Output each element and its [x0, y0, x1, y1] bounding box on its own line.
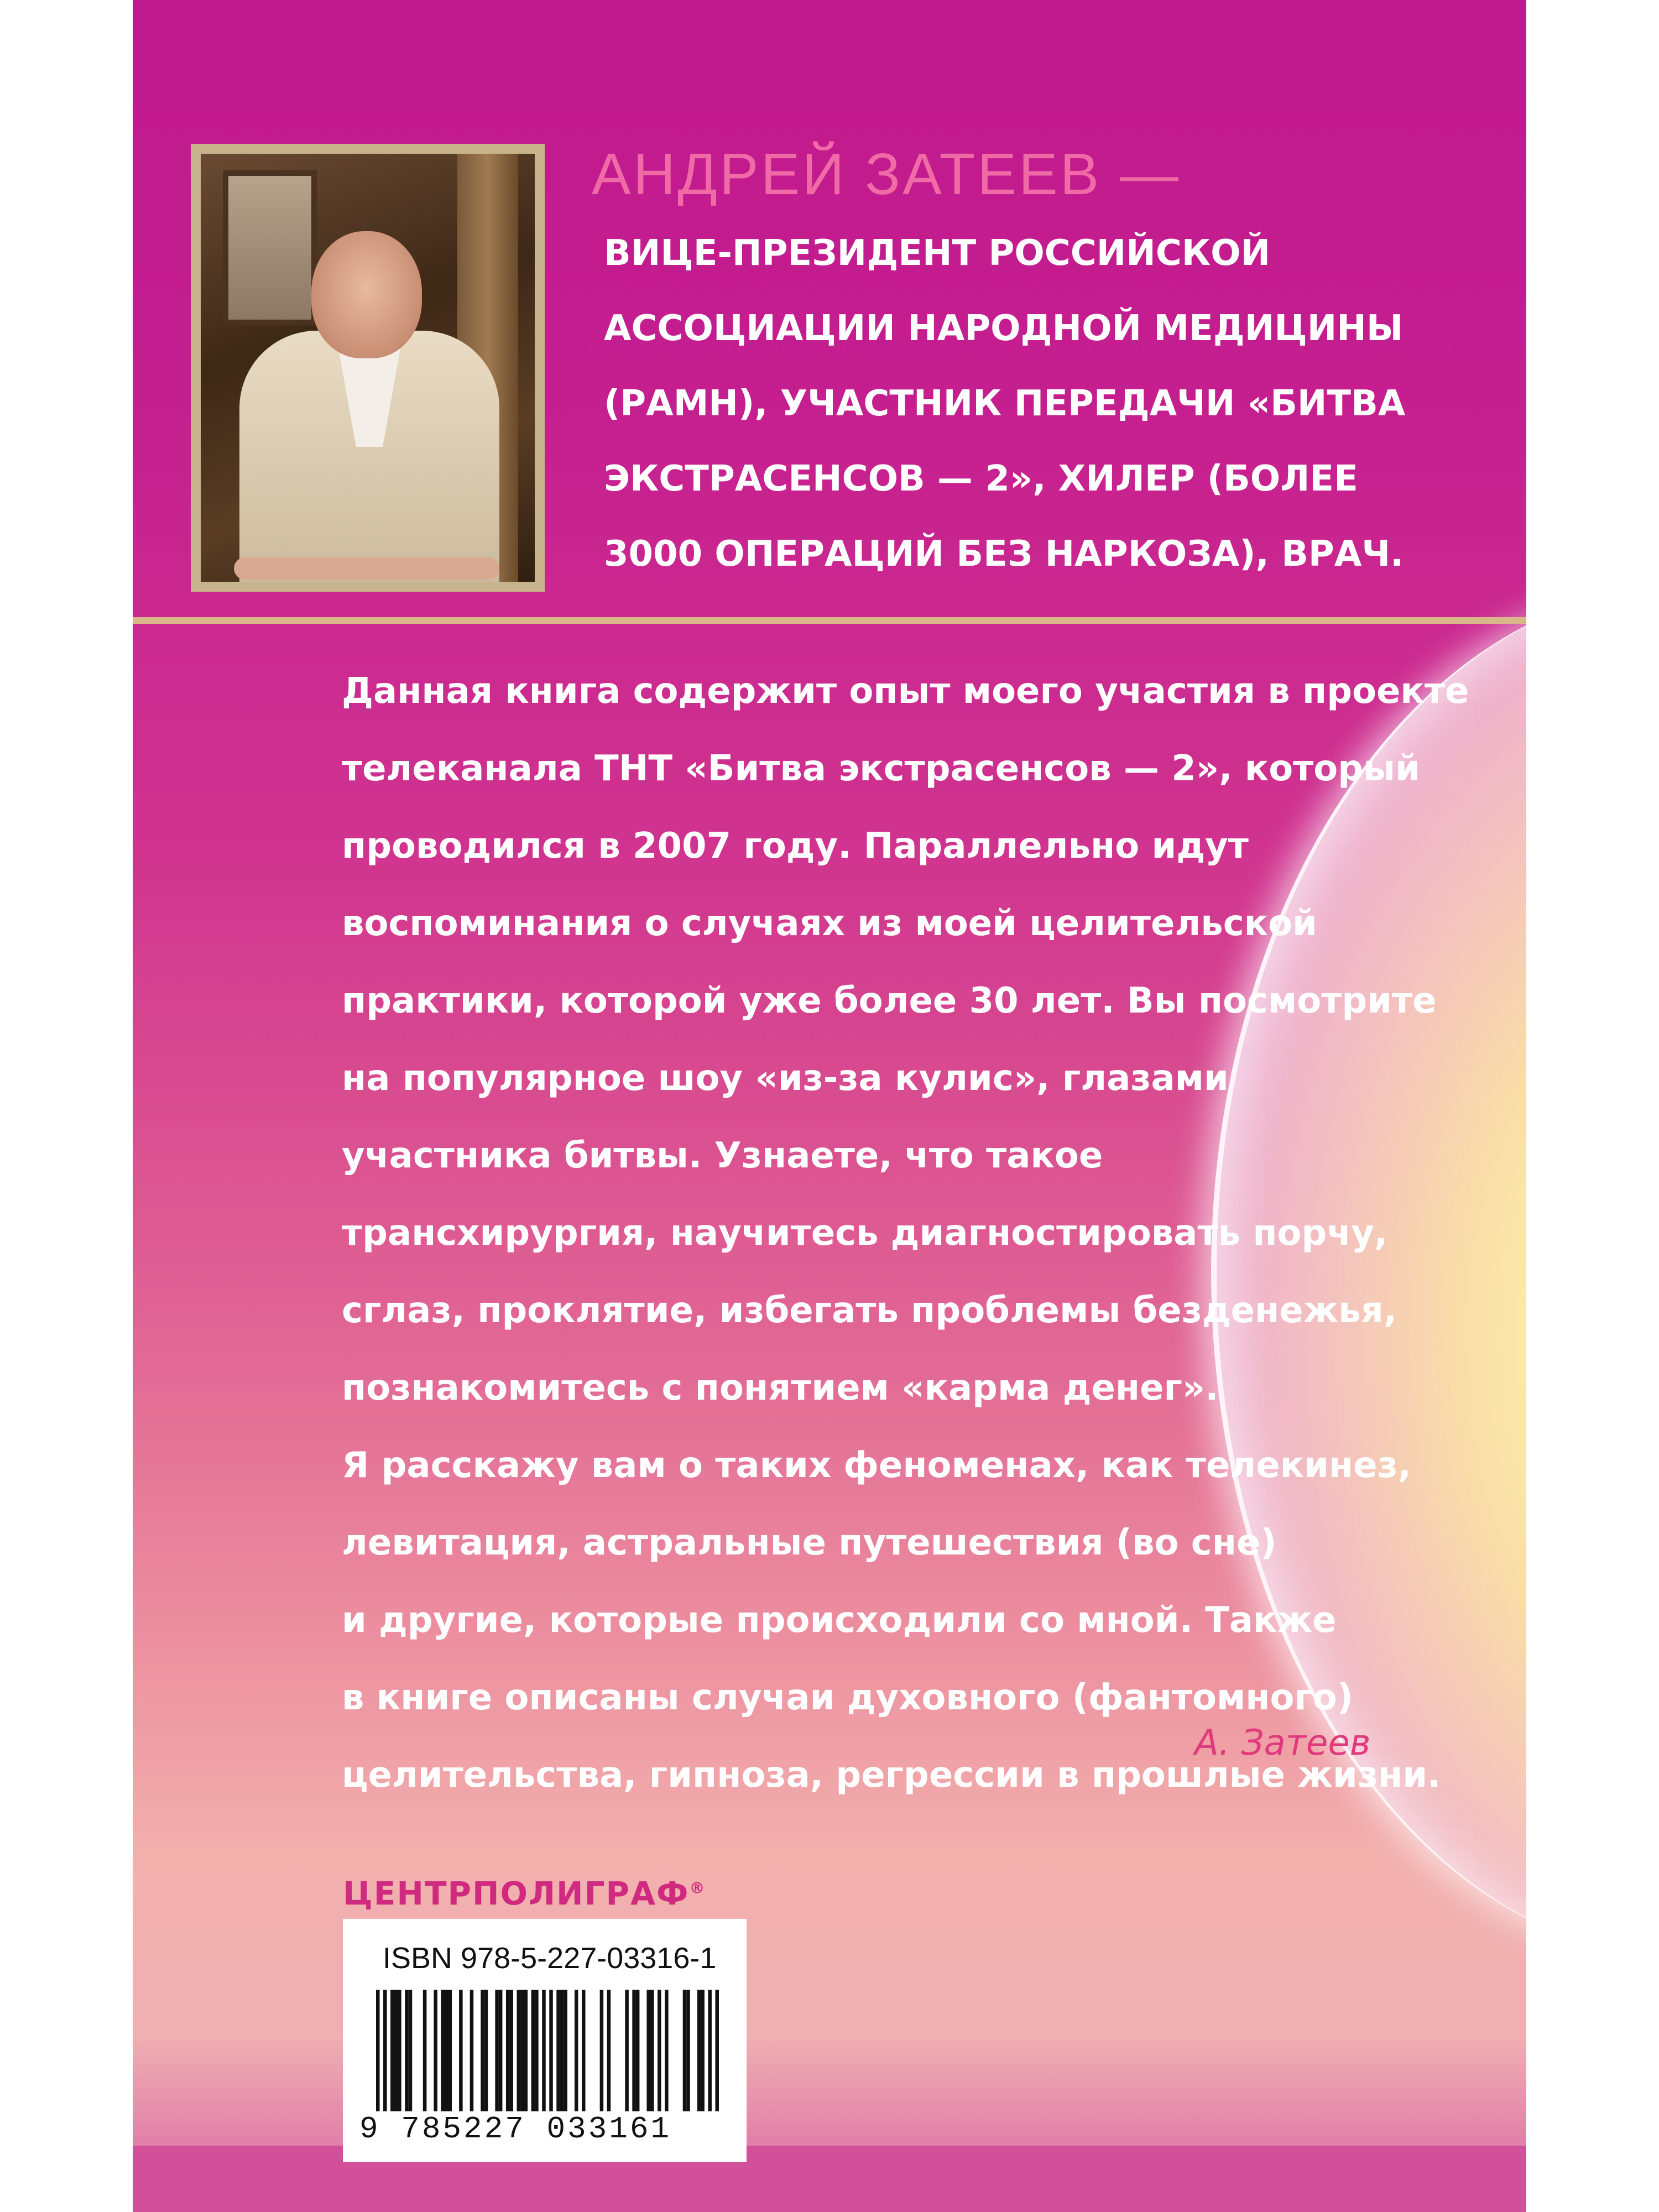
annotation-line: Я расскажу вам о таких феноменах, как телекинез,: [342, 1445, 1412, 1486]
author-bio: [604, 216, 1489, 592]
barcode-bar: [535, 1990, 539, 2111]
annotation-line: участника битвы. Узнаете, что такое: [342, 1135, 1103, 1176]
annotation-line: на популярное шоу «из-за кулис», глазами: [342, 1058, 1229, 1099]
barcode-bar: [715, 1990, 719, 2111]
barcode-bar: [564, 1990, 567, 2111]
barcode-bar: [560, 1990, 564, 2111]
annotation-line: воспоминания о случаях из моей целительской: [342, 903, 1317, 944]
barcode-bar: [394, 1990, 398, 2111]
annotation-line: сглаз, проклятие, избегать проблемы безденежья,: [342, 1290, 1397, 1331]
author-signature: А. Затеев: [1194, 1723, 1371, 1764]
book-annotation: [342, 653, 1475, 1814]
barcode-bar: [600, 1990, 604, 2111]
publisher-logo: [343, 1875, 706, 1912]
barcode-bar: [390, 1990, 394, 2111]
annotation-line: целительства, гипноза, регрессии в прошлые жизни.: [342, 1755, 1441, 1796]
barcode-bar: [575, 1990, 578, 2111]
annotation-line: телеканала ТНТ «Битва экстрасенсов — 2», который: [342, 748, 1420, 789]
barcode-bar: [665, 1990, 669, 2111]
author-photo: [201, 154, 535, 582]
barcode-bar: [376, 1990, 380, 2111]
barcode-bar: [686, 1990, 690, 2111]
barcode-bar: [506, 1990, 510, 2111]
barcode-bar: [459, 1990, 463, 2111]
registered-mark: ®: [689, 1879, 706, 1897]
annotation-line: Данная книга содержит опыт моего участия в проекте: [342, 671, 1469, 712]
publisher-name: ЦЕНТРПОЛИГРАФ: [343, 1875, 690, 1912]
barcode-digits: 9 785227 033161: [359, 2111, 672, 2147]
barcode-bar: [441, 1990, 445, 2111]
barcode-bar: [607, 1990, 611, 2111]
barcode-bar: [636, 1990, 640, 2111]
barcode-bar: [549, 1990, 553, 2111]
author-photo-frame: [191, 144, 545, 592]
barcode-bar: [524, 1990, 528, 2111]
barcode-bar: [409, 1990, 413, 2111]
annotation-line: и другие, которые происходили со мной. Также: [342, 1600, 1337, 1641]
barcode-bar: [531, 1990, 535, 2111]
author-bio-line: (РАМН), УЧАСТНИК ПЕРЕДАЧИ «БИТВА: [604, 383, 1406, 424]
photo-head: [311, 231, 422, 358]
barcode-bar: [445, 1990, 448, 2111]
barcode-bar: [481, 1990, 484, 2111]
barcode-bar: [470, 1990, 474, 2111]
divider-line: [133, 617, 1526, 624]
author-bio-line: АССОЦИАЦИИ НАРОДНОЙ МЕДИЦИНЫ: [604, 308, 1404, 349]
barcode-bar: [582, 1990, 586, 2111]
barcode-bar: [434, 1990, 437, 2111]
author-bio-line: ВИЦЕ-ПРЕЗИДЕНТ РОССИЙСКОЙ: [604, 233, 1271, 274]
barcode-bar: [683, 1990, 687, 2111]
barcode-label: [343, 1919, 747, 2162]
annotation-line: трансхирургия, научитесь диагностировать порчу,: [342, 1213, 1388, 1254]
annotation-line: в книге описаны случаи духовного (фантомного): [342, 1677, 1354, 1718]
barcode-bar: [646, 1990, 650, 2111]
bottom-band: [133, 2146, 1526, 2212]
barcode-bar: [405, 1990, 409, 2111]
barcode-bar: [542, 1990, 546, 2111]
barcode-bar: [632, 1990, 636, 2111]
barcode-bar: [556, 1990, 560, 2111]
barcode-bar: [650, 1990, 654, 2111]
barcode-bar: [423, 1990, 427, 2111]
barcode-bar: [383, 1990, 387, 2111]
barcode-bar: [697, 1990, 701, 2111]
annotation-line: познакомитесь с понятием «карма денег».: [342, 1368, 1219, 1408]
author-name: АНДРЕЙ ЗАТЕЕВ —: [592, 142, 1181, 207]
barcode-bar: [499, 1990, 503, 2111]
photo-hands: [234, 557, 499, 580]
barcode-bar: [398, 1990, 401, 2111]
barcode-bar: [484, 1990, 488, 2111]
isbn-number: ISBN 978-5-227-03316-1: [383, 1942, 717, 1975]
barcode-bar: [701, 1990, 705, 2111]
author-bio-line: ЭКСТРАСЕНСОВ — 2», ХИЛЕР (БОЛЕЕ: [604, 458, 1358, 499]
photo-window: [223, 170, 317, 325]
annotation-line: практики, которой уже более 30 лет. Вы посмотрите: [342, 980, 1437, 1021]
barcode-bar: [448, 1990, 452, 2111]
author-bio-line: 3000 ОПЕРАЦИЙ БЕЗ НАРКОЗА), ВРАЧ.: [604, 534, 1404, 575]
barcode-bar: [495, 1990, 499, 2111]
barcode-icon: [376, 1990, 719, 2111]
annotation-line: левитация, астральные путешествия (во сне): [342, 1522, 1277, 1563]
book-back-cover: [133, 0, 1526, 2212]
barcode-bar: [708, 1990, 712, 2111]
barcode-bar: [509, 1990, 513, 2111]
annotation-line: проводился в 2007 году. Параллельно идут: [342, 826, 1249, 867]
barcode-bar: [520, 1990, 524, 2111]
barcode-bar: [517, 1990, 521, 2111]
barcode-bar: [625, 1990, 629, 2111]
barcode-bar: [658, 1990, 661, 2111]
